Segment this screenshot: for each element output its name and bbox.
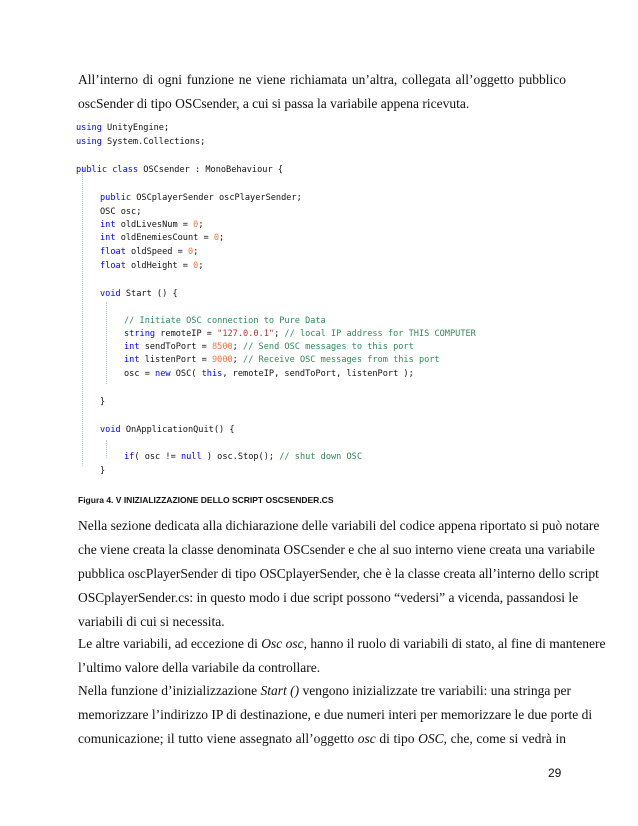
paragraph-line: che viene creata la classe denominata OSCsender e che al suo interno viene creata una variabile: [78, 542, 595, 557]
code-line: int sendToPort = 8500; // Send OSC messages to this port: [124, 342, 414, 352]
code-line: osc = new OSC( this, remoteIP, sendToPort, listenPort );: [124, 369, 414, 379]
code-line: int oldLivesNum = 0;: [100, 220, 204, 230]
code-line: void OnApplicationQuit() {: [100, 425, 235, 435]
paragraph-line: comunicazione; il tutto viene assegnato all’oggetto osc di tipo OSC, che, come si vedrà in: [78, 731, 567, 746]
paragraph-line: l’ultimo valore della variabile da controllare.: [78, 660, 321, 675]
code-listing: [76, 118, 546, 482]
code-line: int listenPort = 9000; // Receive OSC messages from this port: [124, 355, 440, 365]
body-paragraph-3: [78, 679, 593, 751]
paragraph-line: memorizzare l’indirizzo IP di destinazione, e due numeri interi per memorizzare le due porte di: [78, 707, 593, 722]
code-line: // Initiate OSC connection to Pure Data: [124, 316, 326, 326]
page-number: 29: [548, 766, 562, 780]
intro-line-2: oscSender di tipo OSCsender, a cui si passa la variabile appena ricevuta.: [78, 96, 470, 111]
figure-caption: Figura 4. V INIZIALIZZAZIONE DELLO SCRIPT OSCSENDER.CS: [78, 495, 334, 505]
code-line: if( osc != null ) osc.Stop(); // shut down OSC: [124, 452, 363, 462]
code-line: using UnityEngine;: [76, 123, 170, 133]
indent-guide: [82, 166, 83, 466]
paragraph-line: variabili di cui si necessita.: [78, 614, 225, 629]
code-line: void Start () {: [100, 289, 178, 299]
indent-guide: [106, 302, 107, 384]
code-line: float oldSpeed = 0;: [100, 247, 199, 257]
code-line: float oldHeight = 0;: [100, 261, 204, 271]
body-paragraph-2: [78, 632, 606, 680]
code-line: public class OSCsender : MonoBehaviour {: [76, 165, 283, 175]
paragraph-line: Nella sezione dedicata alla dichiarazione delle variabili del codice appena riportato si può notare: [78, 518, 600, 533]
indent-guide: [106, 440, 107, 458]
intro-line-1: All’interno di ogni funzione ne viene richiamata un’altra, collegata all’oggetto pubblico: [78, 72, 566, 87]
code-line: string remoteIP = "127.0.0.1"; // local IP address for THIS COMPUTER: [124, 329, 476, 339]
code-line: using System.Collections;: [76, 137, 206, 147]
code-line: OSC osc;: [100, 207, 142, 217]
code-line: }: [100, 397, 106, 407]
code-line: }: [100, 466, 106, 476]
intro-paragraph: [78, 68, 566, 116]
emphasis: osc: [357, 731, 376, 746]
emphasis: Osc osc: [261, 636, 304, 651]
body-paragraph-1: [78, 514, 600, 634]
paragraph-line: Le altre variabili, ad eccezione di Osc osc, hanno il ruolo di variabili di stato, al fine di mantenere: [78, 636, 606, 651]
emphasis: Start (): [260, 683, 300, 698]
paragraph-line: Nella funzione d’inizializzazione Start () vengono inizializzate tre variabili: una stringa per: [78, 683, 571, 698]
code-line: int oldEnemiesCount = 0;: [100, 233, 225, 243]
paragraph-line: pubblica oscPlayerSender di tipo OSCplayerSender, che è la classe creata all’interno dello script: [78, 566, 599, 581]
paragraph-line: OSCplayerSender.cs: in questo modo i due script possono “vedersi” a vicenda, passandosi le: [78, 590, 579, 605]
emphasis: OSC: [418, 731, 444, 746]
code-line: public OSCplayerSender oscPlayerSender;: [100, 193, 302, 203]
